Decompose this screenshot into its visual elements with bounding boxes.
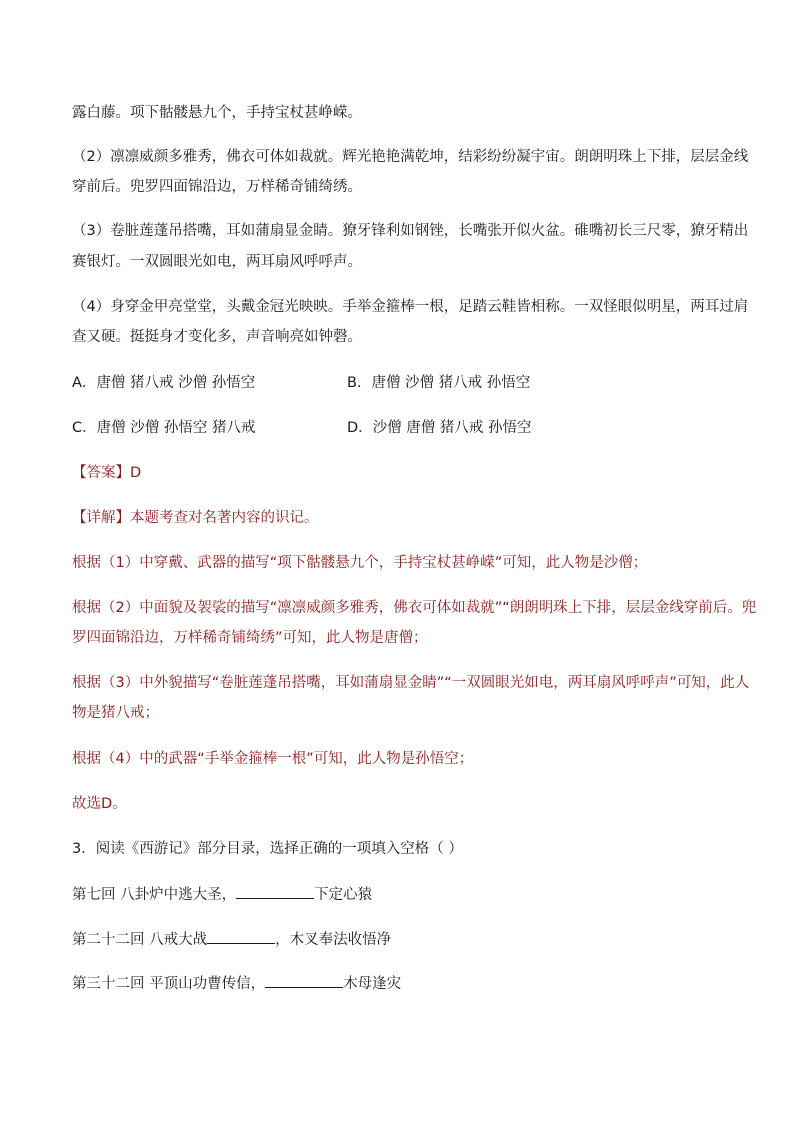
option-b: B．唐僧 沙僧 猪八戒 孙悟空 [347, 375, 531, 391]
analysis-3-line-1: 根据（3）中外貌描写“卷脏莲蓬吊搭嘴，耳如蒲扇显金睛”“一双圆眼光如电，两耳扇风呼呼声”可知，此人 [72, 675, 750, 691]
detail-line: 【详解】本题考查对名著内容的识记。 [72, 510, 319, 526]
chapter-7-suffix: 下定心猿 [314, 887, 373, 903]
question-3-stem: 3．阅读《西游记》部分目录，选择正确的一项填入空格（ ） [72, 841, 463, 857]
passage-2-line-1: （2）凛凛威颜多雅秀，佛衣可体如裁就。辉光艳艳满乾坤，结彩纷纷凝宇宙。朗朗明珠上下排，层层金线 [72, 149, 749, 165]
passage-4-line-1: （4）身穿金甲亮堂堂，头戴金冠光映映。手举金箍棒一根，足踏云鞋皆相称。一双怪眼似明星，两耳过肩 [72, 299, 749, 315]
chapter-7-prefix: 第七回 八卦炉中逃大圣， [72, 887, 237, 903]
chapter-7-blank [236, 884, 314, 899]
passage-line: 露白藤。项下骷髅悬九个，手持宝杖甚峥嵘。 [72, 105, 362, 121]
chapter-7-line [72, 884, 372, 905]
chapter-32-suffix: 木母逢灾 [343, 976, 402, 992]
chapter-32-blank [265, 973, 343, 988]
conclusion-line: 故选D。 [72, 796, 127, 812]
chapter-22-prefix: 第二十二回 八戒大战 [72, 932, 208, 948]
chapter-32-prefix: 第三十二回 平顶山功曹传信， [72, 976, 266, 992]
answer-line: 【答案】D [72, 465, 142, 481]
analysis-2-line-2: 罗四面锦沿边，万样稀奇铺绮绣”可知，此人物是唐僧； [72, 630, 428, 646]
passage-2-line-2: 穿前后。兜罗四面锦沿边，万样稀奇铺绮绣。 [72, 179, 362, 195]
analysis-4: 根据（4）中的武器“手举金箍棒一根”可知，此人物是孙悟空； [72, 751, 474, 767]
passage-3-line-1: （3）卷脏莲蓬吊搭嘴，耳如蒲扇显金睛。獠牙锋利如钢锉，长嘴张开似火盆。碓嘴初长三尺零，獠牙精出 [72, 223, 749, 239]
option-a: A．唐僧 猪八戒 沙僧 孙悟空 [72, 375, 256, 391]
chapter-32-line [72, 973, 401, 994]
analysis-3-line-2: 物是猪八戒； [72, 705, 159, 721]
option-c: C．唐僧 沙僧 孙悟空 猪八戒 [72, 420, 256, 436]
analysis-2-line-1: 根据（2）中面貌及袈裟的描写“凛凛威颜多雅秀，佛衣可体如裁就”“朗朗明珠上下排，层层金线穿前后。兜 [72, 600, 757, 616]
chapter-22-blank [207, 929, 275, 944]
chapter-22-suffix: ，木叉奉法收悟净 [275, 932, 392, 948]
chapter-22-line [72, 929, 391, 950]
option-d: D．沙僧 唐僧 猪八戒 孙悟空 [347, 420, 532, 436]
analysis-1: 根据（1）中穿戴、武器的描写“项下骷髅悬九个，手持宝杖甚峥嵘”可知，此人物是沙僧； [72, 555, 648, 571]
passage-4-line-2: 查又硬。挺挺身才变化多，声音响亮如钟磬。 [72, 329, 362, 345]
passage-3-line-2: 赛银灯。一双圆眼光如电，两耳扇风呼呼声。 [72, 254, 362, 270]
